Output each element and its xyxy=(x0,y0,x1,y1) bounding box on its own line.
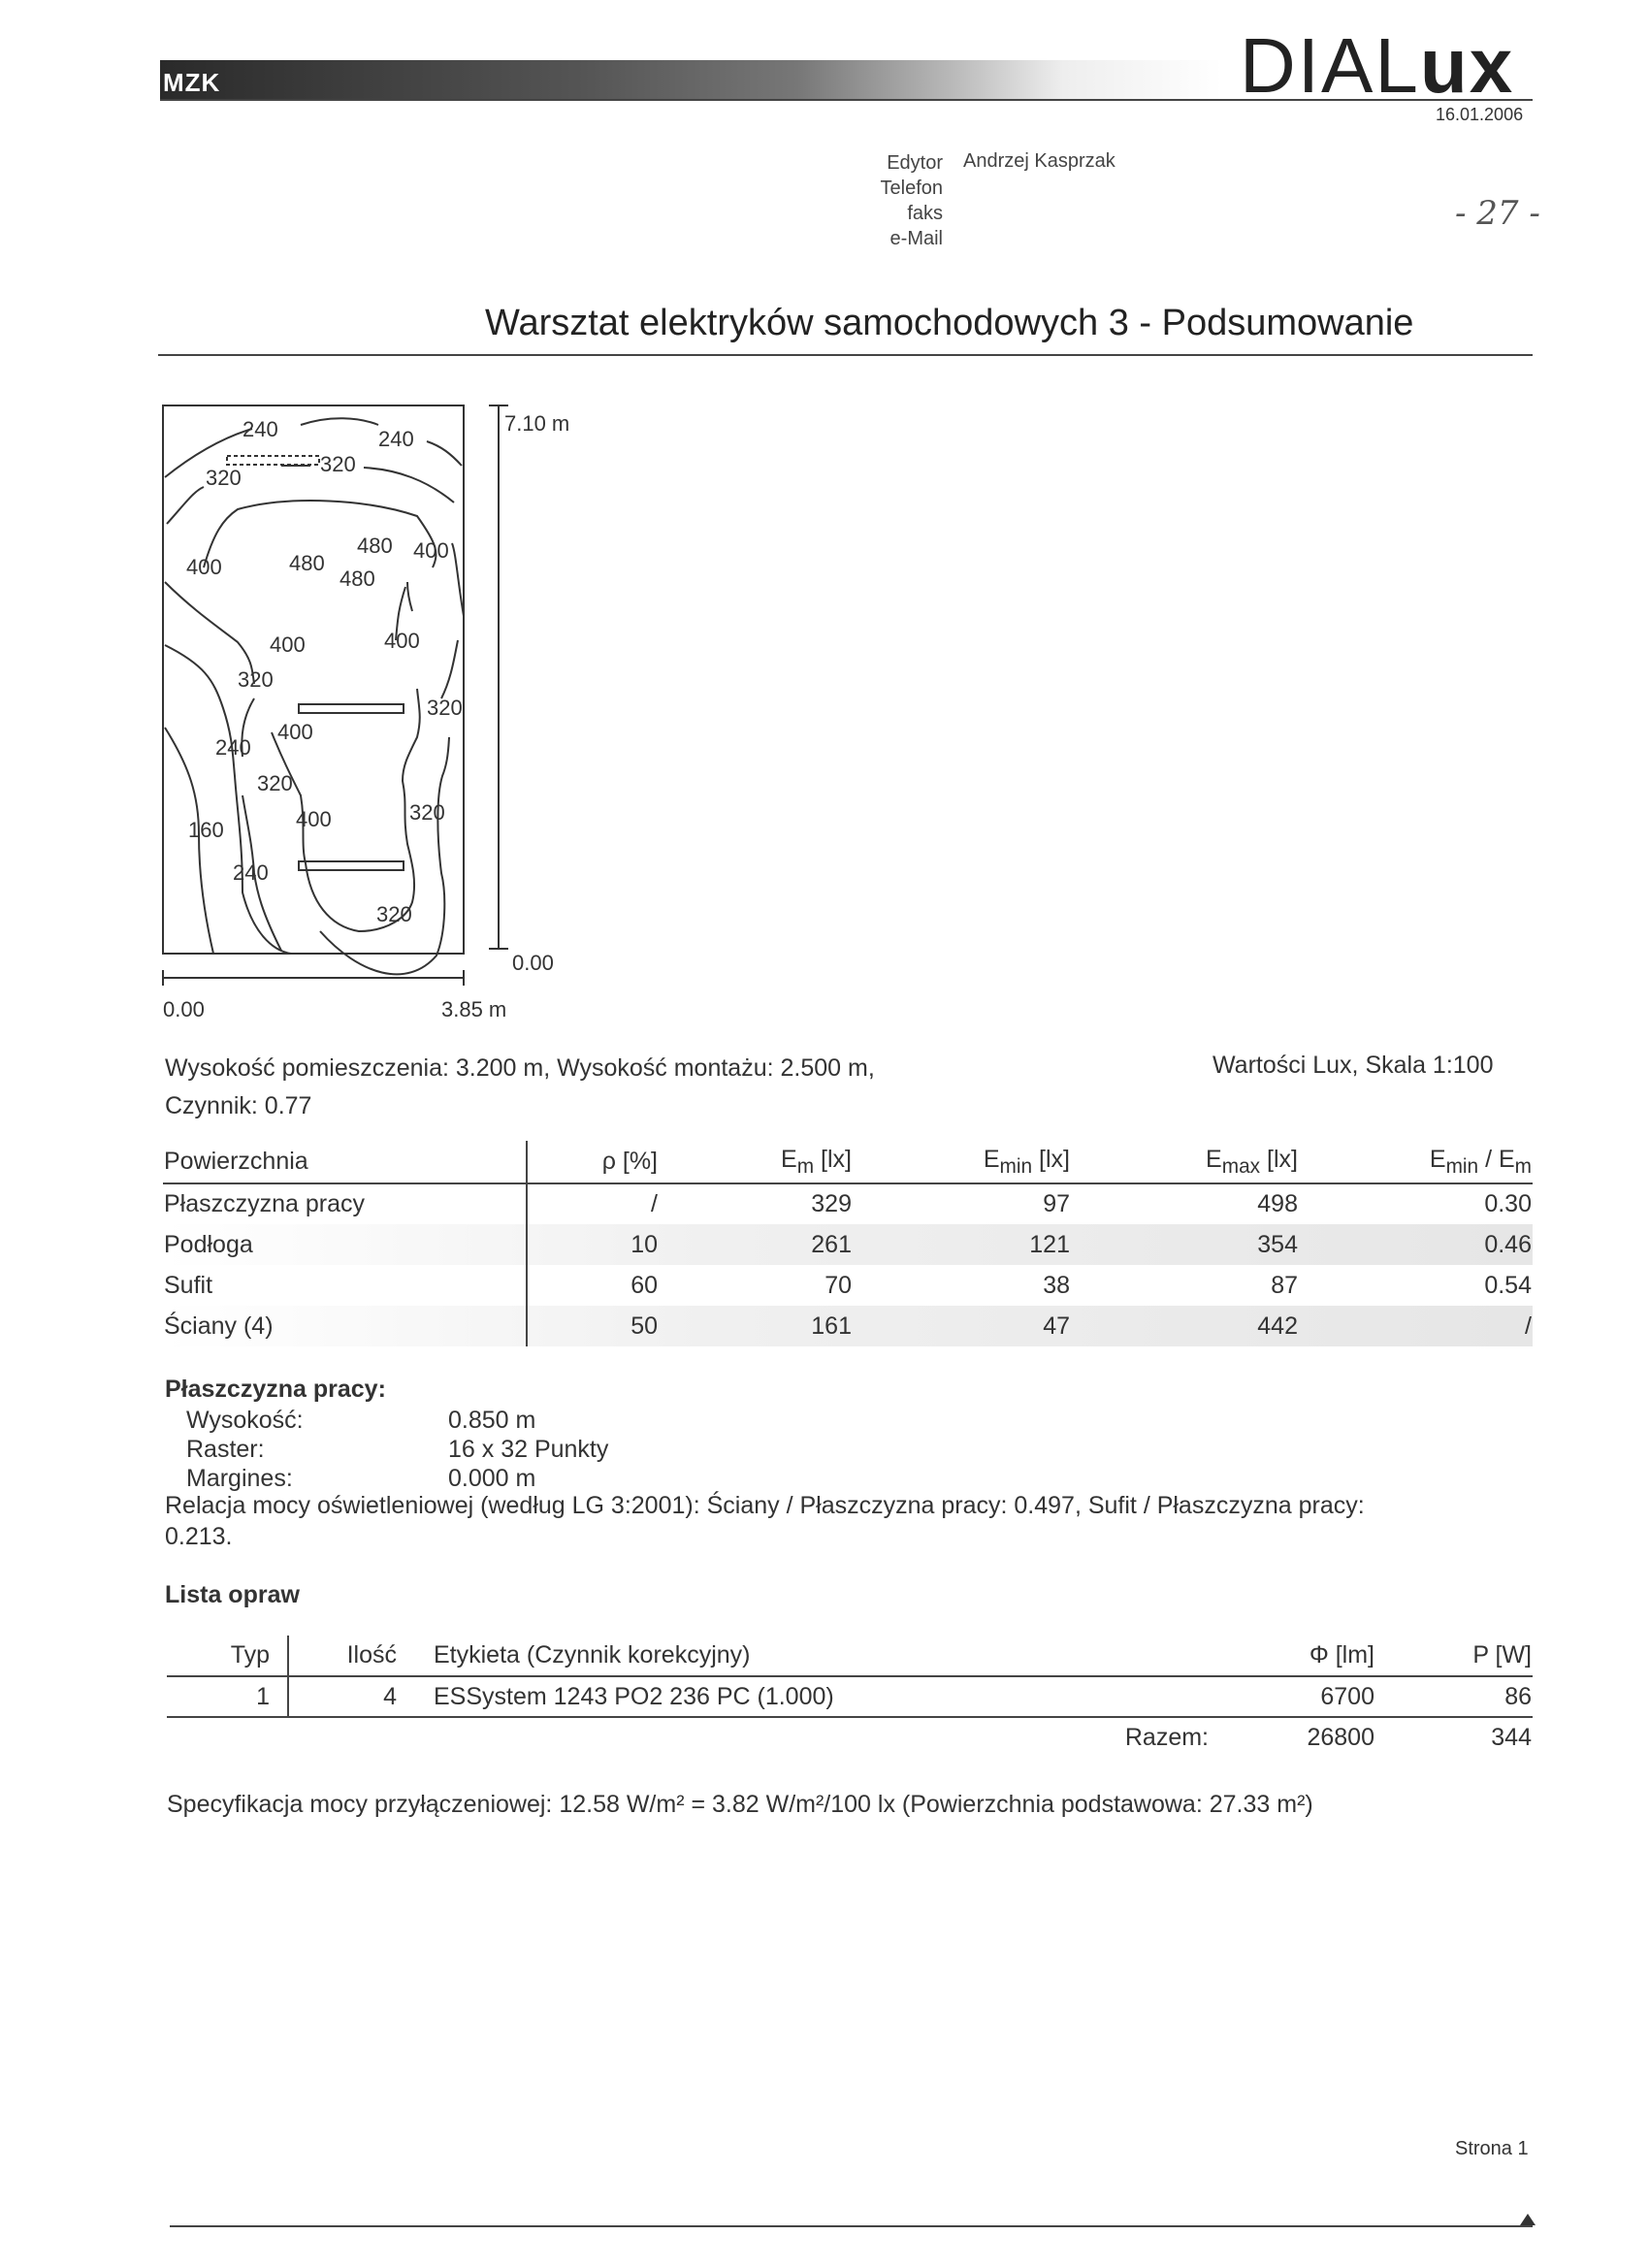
contact-labels xyxy=(834,150,943,251)
contour-label: 320 xyxy=(257,771,293,795)
dialux-logo xyxy=(1240,21,1514,111)
workplane-raster-label: Raster: xyxy=(186,1436,265,1463)
contact-label-email: e-Mail xyxy=(889,228,943,249)
col-surface: Powierzchnia xyxy=(163,1141,527,1183)
contour-label: 240 xyxy=(233,860,269,885)
brand-thin: DIAL xyxy=(1240,22,1420,109)
workplane-heading: Płaszczyzna pracy: xyxy=(165,1376,386,1403)
surfaces-table xyxy=(163,1141,1533,1346)
luminaires-header-row xyxy=(167,1636,1533,1676)
table-row: Ściany (4) 50 161 47 442 / xyxy=(163,1306,1533,1346)
col-emin: $E_{min}$ [lx] xyxy=(983,1145,1070,1178)
width-label: 3.85 m xyxy=(441,997,507,1021)
contour-edge xyxy=(407,582,412,611)
contact-label-phone: Telefon xyxy=(880,178,943,199)
scale-info: Wartości Lux, Skala 1:100 xyxy=(1212,1052,1494,1079)
col-rho: ρ [%] xyxy=(601,1148,658,1175)
luminaire-2 xyxy=(299,704,404,713)
workplane-margins-label: Margines: xyxy=(186,1465,293,1492)
workplane-margins-value: 0.000 m xyxy=(448,1465,536,1492)
footer-triangle-icon xyxy=(1520,2214,1536,2225)
luminaires-heading: Lista opraw xyxy=(165,1581,300,1608)
contour-label: 400 xyxy=(186,555,222,579)
contour-label: 240 xyxy=(242,417,278,441)
contour-label: 160 xyxy=(188,818,224,842)
page-title: Warsztat elektryków samochodowych 3 - Podsumowanie xyxy=(485,303,1414,343)
contour-label: 240 xyxy=(215,735,251,760)
relation-line2: 0.213. xyxy=(165,1523,233,1550)
luminaire-1 xyxy=(227,456,319,465)
col-label: Etykieta (Czynnik korekcyjny) xyxy=(434,1641,751,1669)
contour-label: 480 xyxy=(340,567,375,591)
contour-label: 320 xyxy=(409,800,445,825)
contour-label: 320 xyxy=(376,902,412,926)
surfaces-header-row xyxy=(163,1141,1533,1183)
editor-name: Andrzej Kasprzak xyxy=(963,150,1116,172)
table-row: 1 4 ESSystem 1243 PO2 236 PC (1.000) 6700 86 xyxy=(167,1676,1533,1717)
footer-page: Strona 1 xyxy=(1455,2138,1529,2159)
room-info-line2: Czynnik: 0.77 xyxy=(165,1092,312,1119)
col-type: Typ xyxy=(167,1636,288,1676)
contour-label: 400 xyxy=(413,538,449,563)
height-label: 7.10 m xyxy=(504,411,570,436)
col-count: Ilość xyxy=(346,1641,397,1669)
col-power: P [W] xyxy=(1472,1641,1532,1669)
total-power: 344 xyxy=(1491,1724,1532,1751)
contact-label-fax: faks xyxy=(907,203,943,224)
contour-label: 320 xyxy=(238,667,274,692)
brand-bold: ux xyxy=(1419,22,1515,109)
col-flux: Φ [lm] xyxy=(1309,1641,1374,1669)
contour-label: 320 xyxy=(320,452,356,476)
power-specification: Specyfikacja mocy przyłączeniowej: 12.58 W/m² = 3.82 W/m²/100 lx (Powierzchnia podstawowa: 27.33 m²) xyxy=(167,1791,1313,1818)
contour-label: 400 xyxy=(277,720,313,744)
contour-label: 400 xyxy=(384,629,420,653)
footer-divider xyxy=(170,2225,1533,2227)
contour-label: 400 xyxy=(296,807,332,831)
relation-line1: Relacja mocy oświetleniowej (według LG 3:2001): Ściany / Płaszczyzna pracy: 0.497, Sufit / Płaszczyzna pracy: xyxy=(165,1492,1365,1519)
zero-x-label: 0.00 xyxy=(163,997,205,1021)
handwritten-page-number: - 27 - xyxy=(1455,194,1540,233)
total-flux: 26800 xyxy=(1307,1724,1374,1751)
contour-label: 240 xyxy=(378,427,414,451)
totals-row xyxy=(167,1717,1533,1758)
contour-label: 480 xyxy=(289,551,325,575)
report-date: 16.01.2006 xyxy=(1436,105,1524,124)
total-label: Razem: xyxy=(1124,1724,1209,1751)
col-ratio: $E_{min} / E_m$ xyxy=(1429,1145,1532,1178)
contour-label: 480 xyxy=(357,534,393,558)
workplane-height-value: 0.850 m xyxy=(448,1407,536,1434)
table-row: Podłoga 10 261 121 354 0.46 xyxy=(163,1224,1533,1265)
workplane-raster-value: 16 x 32 Punkty xyxy=(448,1436,609,1463)
header-bar xyxy=(160,60,1222,99)
contact-label-editor: Edytor xyxy=(887,152,943,174)
luminaire-3 xyxy=(299,861,404,870)
table-row: Płaszczyzna pracy / 329 97 498 0.30 xyxy=(163,1183,1533,1224)
col-em: $E_m$ [lx] xyxy=(781,1145,852,1178)
contour-label: 320 xyxy=(206,466,242,490)
room-info-line1: Wysokość pomieszczenia: 3.200 m, Wysokość montażu: 2.500 m, xyxy=(165,1054,875,1082)
contour-label: 320 xyxy=(427,696,463,720)
contour-label: 400 xyxy=(270,632,306,657)
luminaires-table xyxy=(167,1636,1533,1758)
isolux-plan xyxy=(146,388,650,1028)
table-row: Sufit 60 70 38 87 0.54 xyxy=(163,1265,1533,1306)
title-divider xyxy=(158,354,1533,356)
zero-y-label: 0.00 xyxy=(512,951,554,975)
col-emax: $E_{max}$ [lx] xyxy=(1206,1145,1298,1178)
company-logo: MZK xyxy=(163,68,221,97)
workplane-height-label: Wysokość: xyxy=(186,1407,304,1434)
